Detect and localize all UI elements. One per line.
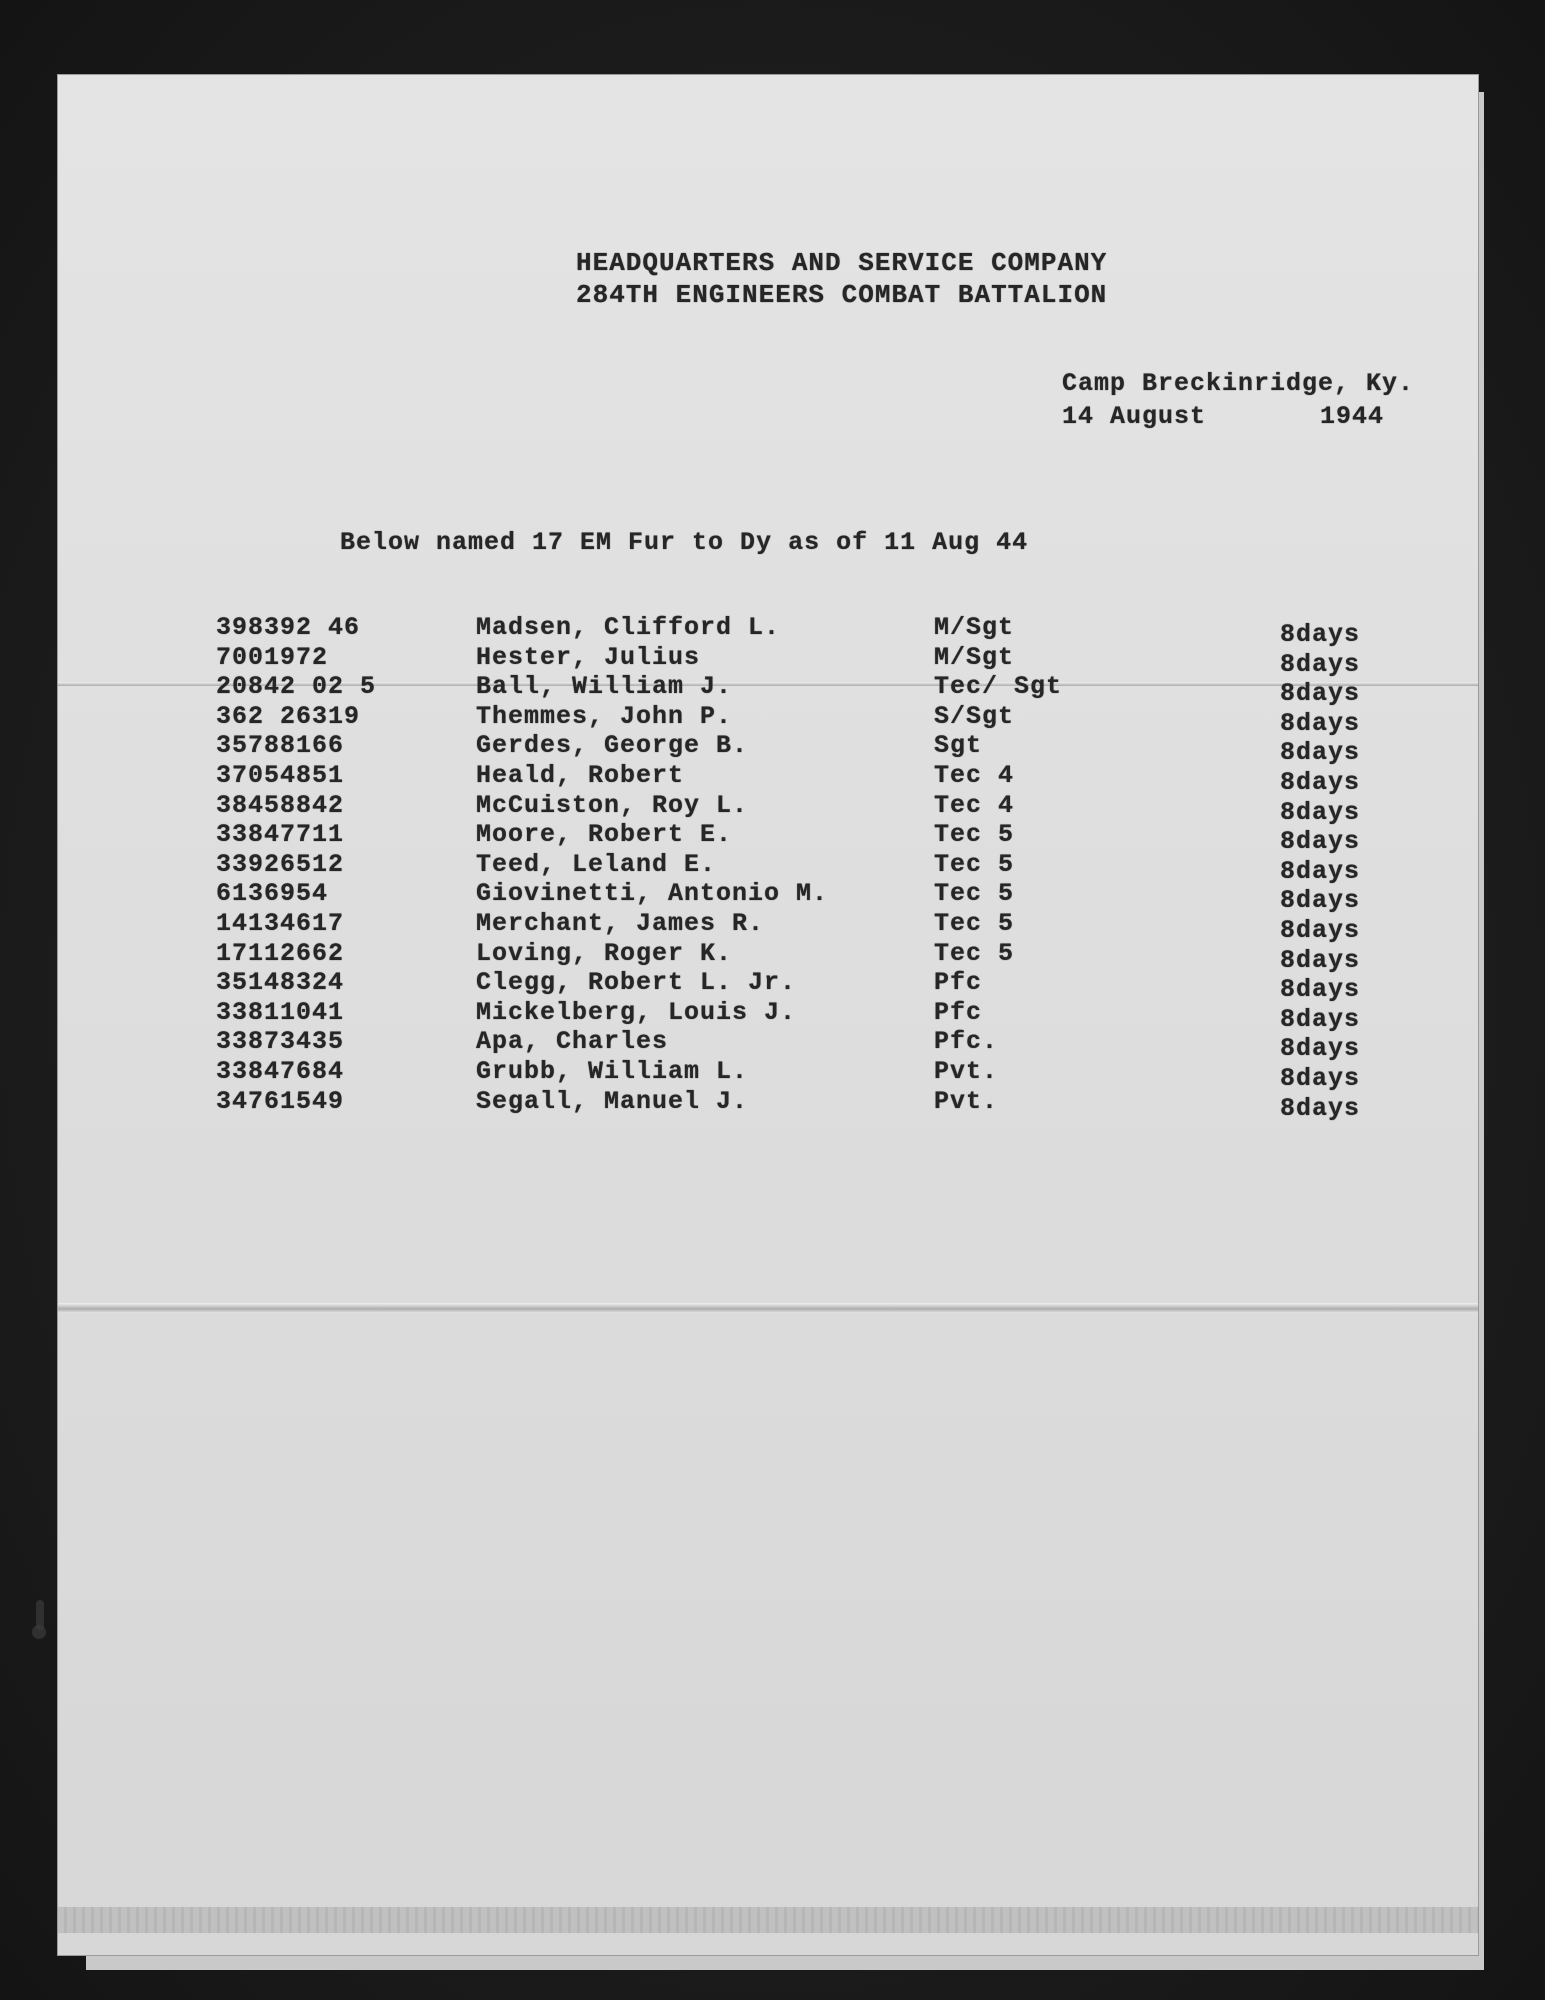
rank-grade: Pfc — [934, 968, 983, 998]
place-date-block — [1062, 371, 1482, 429]
serial-number: 14134617 — [216, 908, 345, 938]
serial-number: 37054851 — [216, 760, 345, 790]
date-year: 1944 — [1320, 402, 1385, 431]
furlough-days: 8days — [1280, 915, 1361, 945]
date-day-month: 14 August — [1062, 402, 1207, 431]
serial-number: 33847711 — [216, 820, 345, 850]
roster-row — [216, 968, 1416, 1005]
furlough-days: 8days — [1280, 649, 1361, 679]
soldier-name: Segall, Manuel J. — [476, 1086, 749, 1116]
roster-row — [216, 731, 1416, 768]
rank-grade: Pvt. — [934, 1086, 999, 1116]
rank-grade: M/Sgt — [934, 613, 1015, 642]
furlough-days: 8days — [1280, 975, 1361, 1005]
furlough-days: 8days — [1280, 797, 1361, 827]
soldier-name: Merchant, James R. — [476, 908, 765, 938]
document-page — [58, 75, 1478, 1955]
roster-row — [216, 790, 1416, 827]
roster-row — [216, 908, 1416, 945]
furlough-days: 8days — [1280, 708, 1361, 738]
furlough-days: 8days — [1280, 679, 1361, 709]
rank-grade: Tec 5 — [934, 908, 1015, 938]
furlough-days: 8days — [1280, 620, 1361, 649]
roster-row — [216, 1056, 1416, 1093]
header-company: HEADQUARTERS AND SERVICE COMPANY — [576, 248, 1108, 278]
serial-number: 20842 02 5 — [216, 672, 377, 702]
header-battalion: 284TH ENGINEERS COMBAT BATTALION — [576, 280, 1108, 310]
roster-row — [216, 672, 1416, 709]
furlough-days: 8days — [1280, 738, 1361, 768]
page-bottom-edge — [58, 1907, 1478, 1933]
serial-number: 35148324 — [216, 968, 345, 998]
rank-grade: Pvt. — [934, 1056, 999, 1086]
rank-grade: Tec 5 — [934, 879, 1015, 909]
intro-line: Below named 17 EM Fur to Dy as of 11 Aug 44 — [340, 528, 1029, 557]
soldier-name: Loving, Roger K. — [476, 938, 733, 968]
soldier-name: Mickelberg, Louis J. — [476, 997, 797, 1027]
roster-row — [216, 1086, 1416, 1123]
roster-row — [216, 820, 1416, 857]
soldier-name: Grubb, William L. — [476, 1056, 749, 1086]
roster-row — [216, 760, 1416, 797]
roster-row — [216, 997, 1416, 1034]
rank-grade: Sgt — [934, 731, 983, 761]
serial-number: 33926512 — [216, 849, 345, 879]
rank-grade: Tec 5 — [934, 938, 1015, 968]
serial-number: 17112662 — [216, 938, 345, 968]
roster-row — [216, 849, 1416, 886]
soldier-name: Madsen, Clifford L. — [476, 613, 781, 642]
date-line — [1062, 404, 1482, 429]
soldier-name: Clegg, Robert L. Jr. — [476, 968, 797, 998]
serial-number: 33847684 — [216, 1056, 345, 1086]
roster-row — [216, 642, 1416, 679]
serial-number: 6136954 — [216, 879, 329, 909]
roster-list — [216, 613, 1416, 1123]
rank-grade: Tec 5 — [934, 820, 1015, 850]
soldier-name: Moore, Robert E. — [476, 820, 733, 850]
document-header — [576, 250, 1196, 314]
fold-crease-lower — [58, 1303, 1478, 1313]
rank-grade: Tec 5 — [934, 849, 1015, 879]
furlough-days: 8days — [1280, 886, 1361, 916]
soldier-name: Ball, William J. — [476, 672, 733, 702]
rank-grade: Tec 4 — [934, 790, 1015, 820]
scan-smudge — [36, 1600, 44, 1630]
furlough-days: 8days — [1280, 1063, 1361, 1093]
furlough-days: 8days — [1280, 856, 1361, 886]
serial-number: 398392 46 — [216, 613, 361, 642]
rank-grade: Tec 4 — [934, 760, 1015, 790]
rank-grade: M/Sgt — [934, 642, 1015, 672]
roster-row — [216, 879, 1416, 916]
serial-number: 38458842 — [216, 790, 345, 820]
serial-number: 7001972 — [216, 642, 329, 672]
soldier-name: Giovinetti, Antonio M. — [476, 879, 829, 909]
roster-row — [216, 1027, 1416, 1064]
soldier-name: Themmes, John P. — [476, 701, 733, 731]
serial-number: 35788166 — [216, 731, 345, 761]
roster-row — [216, 938, 1416, 975]
serial-number: 34761549 — [216, 1086, 345, 1116]
furlough-days: 8days — [1280, 827, 1361, 857]
roster-row — [216, 701, 1416, 738]
rank-grade: Pfc — [934, 997, 983, 1027]
soldier-name: Teed, Leland E. — [476, 849, 717, 879]
furlough-days: 8days — [1280, 1034, 1361, 1064]
serial-number: 33811041 — [216, 997, 345, 1027]
furlough-days: 8days — [1280, 945, 1361, 975]
serial-number: 362 26319 — [216, 701, 361, 731]
roster-row — [216, 613, 1416, 649]
rank-grade: S/Sgt — [934, 701, 1015, 731]
furlough-days: 8days — [1280, 1093, 1361, 1123]
soldier-name: Gerdes, George B. — [476, 731, 749, 761]
furlough-days: 8days — [1280, 767, 1361, 797]
rank-grade: Pfc. — [934, 1027, 999, 1057]
soldier-name: Hester, Julius — [476, 642, 701, 672]
soldier-name: Apa, Charles — [476, 1027, 669, 1057]
rank-grade: Tec/ Sgt — [934, 672, 1063, 702]
furlough-days: 8days — [1280, 1004, 1361, 1034]
serial-number: 33873435 — [216, 1027, 345, 1057]
soldier-name: Heald, Robert — [476, 760, 685, 790]
place-line: Camp Breckinridge, Ky. — [1062, 369, 1415, 398]
soldier-name: McCuiston, Roy L. — [476, 790, 749, 820]
